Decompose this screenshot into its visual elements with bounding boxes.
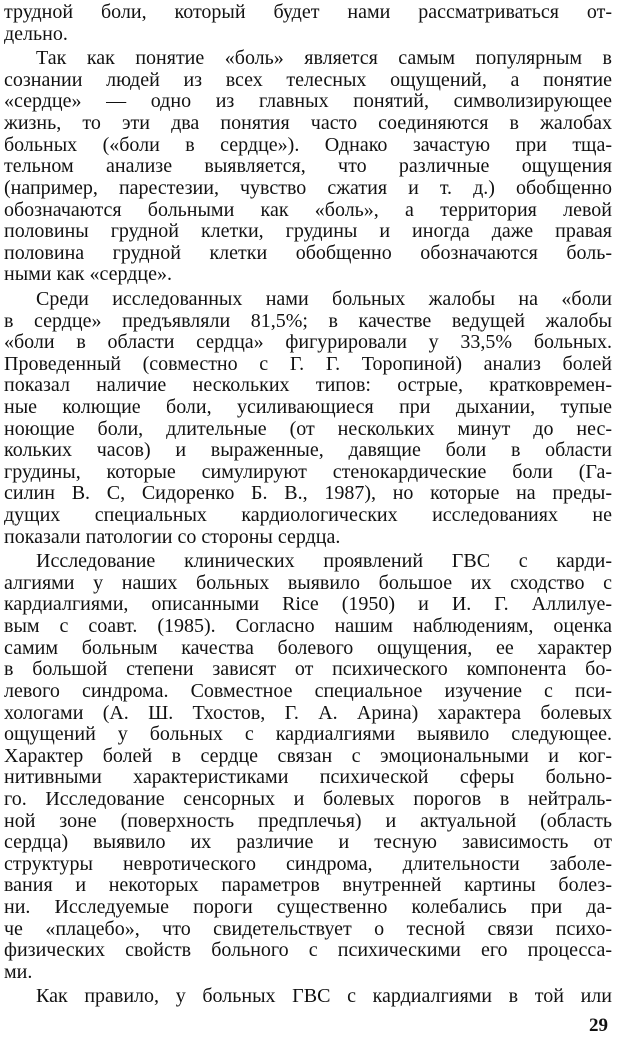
text-line: вания и некоторых параметров внутренней картины болез- — [4, 874, 612, 897]
text-line: ни. Исследуемые пороги существенно колебались при да- — [4, 896, 612, 918]
text-line: ной зоне (поверхность предплечья) и актуальной (область — [4, 809, 612, 832]
text-line: грудины, которые симулируют стенокардические боли (Га- — [4, 460, 612, 483]
text-line: дущих специальных кардиологических исследованиях не — [4, 504, 612, 526]
text-line: самим больным качества болевого ощущения, ее характер — [4, 636, 612, 659]
text-line: Характер болей в сердце связан с эмоциональными и ког- — [4, 744, 612, 767]
text-line: ными как «сердце». — [4, 263, 172, 286]
text-line: сердца) выявило их различие и тесную зависимость от — [4, 831, 612, 854]
page-number: 29 — [589, 1015, 608, 1036]
text-line: Среди исследованных нами больных жалобы на «боли — [36, 287, 612, 310]
text-line: тельном анализе выявляется, что различные ощущения — [4, 155, 612, 178]
text-line: (например, парестезии, чувство сжатия и т. д.) обобщенно — [4, 176, 612, 199]
text-line: че «плацебо», что свидетельствует о тесной связи психо- — [4, 917, 612, 940]
text-line: дельно. — [4, 22, 68, 45]
text-line: показали патологии со стороны сердца. — [4, 525, 341, 548]
text-line: кольких часов) и выраженные, давящие боли в области — [4, 439, 612, 462]
text-line: алгиями у наших больных выявило большое их сходство с — [4, 571, 612, 594]
text-line: ми. — [4, 960, 33, 983]
text-line: Исследование клинических проявлений ГВС с карди- — [36, 550, 612, 573]
text-line: го. Исследование сенсорных и болевых порогов в нейтраль- — [4, 787, 612, 810]
text-line: в сердце» предъявляли 81,5%; в качестве ведущей жалобы — [4, 309, 612, 332]
text-line: силин В. С, Сидоренко Б. В., 1987), но которые на преды- — [4, 482, 612, 505]
text-line: нитивными характеристиками психической сферы больно- — [4, 766, 612, 789]
text-line: левого синдрома. Совместное специальное изучение с пси- — [4, 679, 612, 702]
text-line: Как правило, у больных ГВС с кардиалгиями в той или — [36, 985, 612, 1008]
text-line: жизнь, то эти два понятия часто соединяются в жалобах — [4, 112, 612, 134]
text-line: показал наличие нескольких типов: острые, кратковремен- — [4, 374, 612, 397]
text-line: ощущений у больных с кардиалгиями выявило следующее. — [4, 723, 612, 746]
text-line: сознании людей из всех телесных ощущений, а понятие — [4, 68, 612, 91]
text-line: ные колющие боли, усиливающиеся при дыхании, тупые — [4, 396, 612, 418]
text-line: половина грудной клетки обобщенно обозначаются боль- — [4, 241, 612, 264]
text-line: Так как понятие «боль» является самым популярным в — [36, 47, 612, 70]
text-line: структуры невротического синдрома, длительности заболе- — [4, 852, 612, 875]
text-line: «боли в области сердца» фигурировали у 33,5% больных. — [4, 331, 612, 354]
text-line: ноющие боли, длительные (от нескольких минут до нес- — [4, 417, 612, 440]
text-line: физических свойств больного с психическими его процесса- — [4, 939, 612, 962]
text-line: в большой степени зависят от психического компонента бо- — [4, 658, 612, 681]
text-line: кардиалгиями, описанными Rice (1950) и И. Г. Аллилуе- — [4, 593, 612, 616]
text-line: трудной боли, который будет нами рассматриваться от- — [4, 1, 612, 23]
text-line: вым с соавт. (1985). Согласно нашим наблюдениям, оценка — [4, 615, 612, 637]
text-line: больных («боли в сердце»). Однако зачастую при тща- — [4, 133, 612, 156]
text-line: обозначаются больными как «боль», а территория левой — [4, 198, 612, 221]
text-line: хологами (А. Ш. Тхостов, Г. А. Арина) характера болевых — [4, 701, 612, 724]
text-line: «сердце» — одно из главных понятий, символизирующее — [4, 90, 612, 113]
text-line: половины грудной клетки, грудины и иногда даже правая — [4, 220, 612, 243]
text-line: Проведенный (совместно с Г. Г. Торопиной) анализ болей — [4, 352, 612, 375]
